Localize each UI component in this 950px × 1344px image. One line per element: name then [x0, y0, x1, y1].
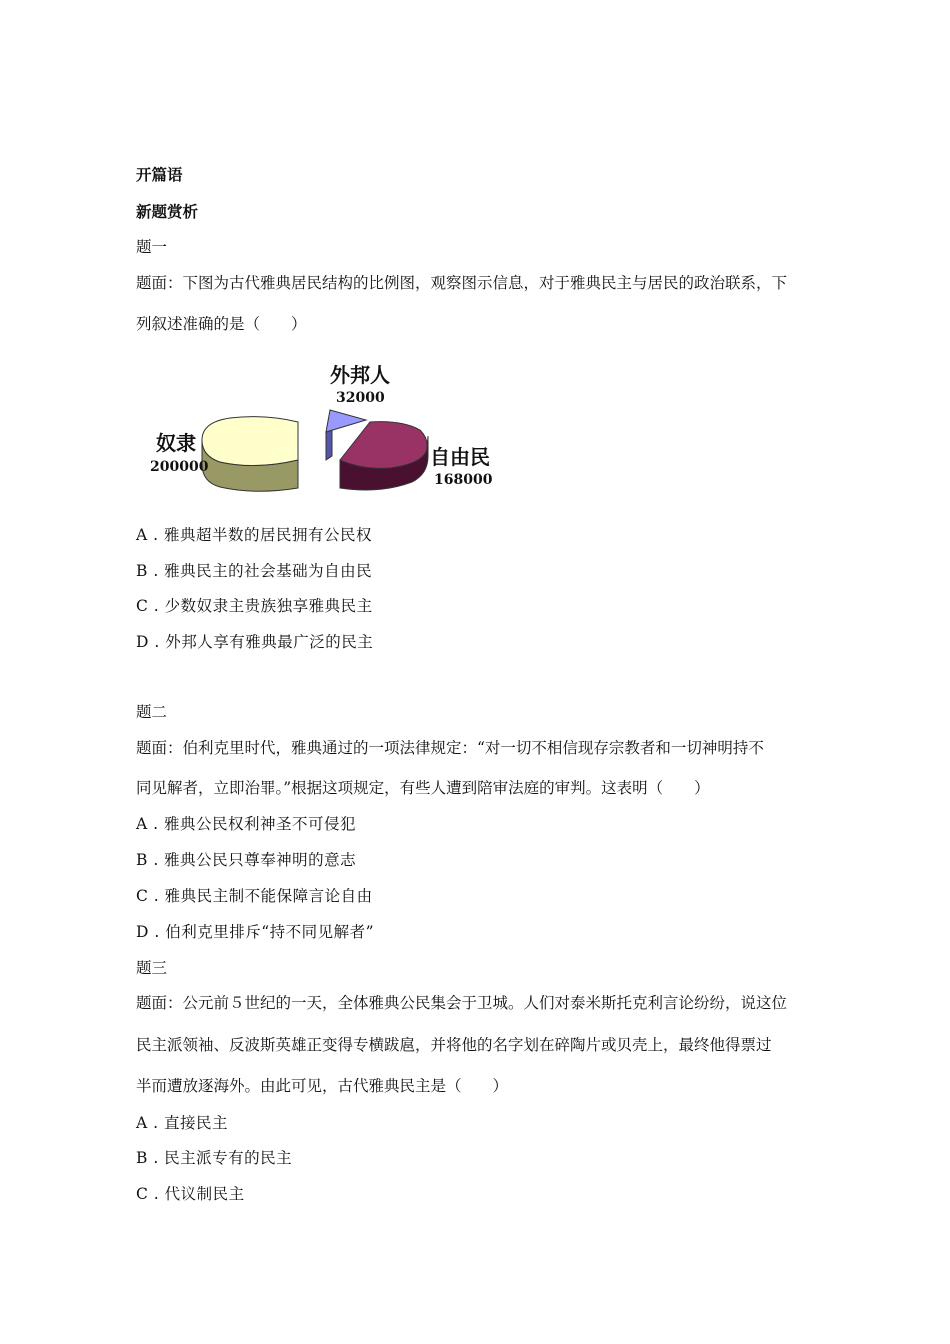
q3-stem-line1: 题面：公元前５世纪的一天，全体雅典公民集会于卫城。人们对泰米斯托克利言论纷纷，说这位	[136, 994, 788, 1012]
q1-option-b: B . 雅典民主的社会基础为自由民	[136, 562, 373, 580]
q1-option-c: C . 少数奴隶主贵族独享雅典民主	[136, 597, 373, 615]
pie-value-slave: 200000	[150, 459, 209, 475]
pie-value-foreigner: 32000	[336, 390, 385, 406]
pie-slice-free-top	[340, 422, 427, 469]
q3-option-b: B . 民主派专有的民主	[136, 1149, 293, 1167]
q2-stem-line2: 同见解者，立即治罪。”根据这项规定，有些人遭到陪审法庭的审判。这表明（ ）	[136, 779, 710, 797]
q3-title: 题三	[136, 959, 168, 977]
q1-option-d: D . 外邦人享有雅典最广泛的民主	[136, 633, 374, 651]
q1-stem-line2: 列叙述准确的是（ ）	[136, 315, 307, 333]
pie-label-free: 自由民	[430, 445, 490, 469]
pie-label-foreigner: 外邦人	[330, 363, 390, 387]
q2-option-b: B . 雅典公民只尊奉神明的意志	[136, 851, 357, 869]
q2-option-c: C . 雅典民主制不能保障言论自由	[136, 887, 373, 905]
q3-option-a: A . 直接民主	[136, 1114, 228, 1132]
q1-option-a: A . 雅典超半数的居民拥有公民权	[136, 526, 372, 544]
q3-option-c: C . 代议制民主	[136, 1185, 245, 1203]
pie-chart	[140, 360, 510, 500]
q2-stem-line1: 题面：伯利克里时代，雅典通过的一项法律规定：“对一切不相信现存宗教者和一切神明持不	[136, 739, 764, 757]
q2-option-a: A . 雅典公民权利神圣不可侵犯	[136, 815, 356, 833]
q1-stem-line1: 题面：下图为古代雅典居民结构的比例图，观察图示信息，对于雅典民主与居民的政治联系，下	[136, 274, 788, 292]
pie-slice-foreigner-side	[326, 430, 332, 460]
q2-option-d: D . 伯利克里排斥“持不同见解者”	[136, 923, 375, 941]
q1-title: 题一	[136, 238, 168, 256]
q2-title: 题二	[136, 703, 168, 721]
q3-stem-line2: 民主派领袖、反波斯英雄正变得专横跋扈，并将他的名字划在碎陶片或贝壳上，最终他得票过	[136, 1036, 772, 1054]
pie-value-free: 168000	[434, 472, 493, 488]
pie-slice-slave-top	[202, 417, 298, 466]
heading-section: 新题赏析	[136, 202, 199, 221]
pie-slice-foreigner-top	[326, 410, 366, 432]
q3-stem-line3: 半而遭放逐海外。由此可见，古代雅典民主是（ ）	[136, 1077, 509, 1095]
pie-label-slave: 奴隶	[156, 431, 196, 455]
heading-opening: 开篇语	[136, 165, 183, 184]
